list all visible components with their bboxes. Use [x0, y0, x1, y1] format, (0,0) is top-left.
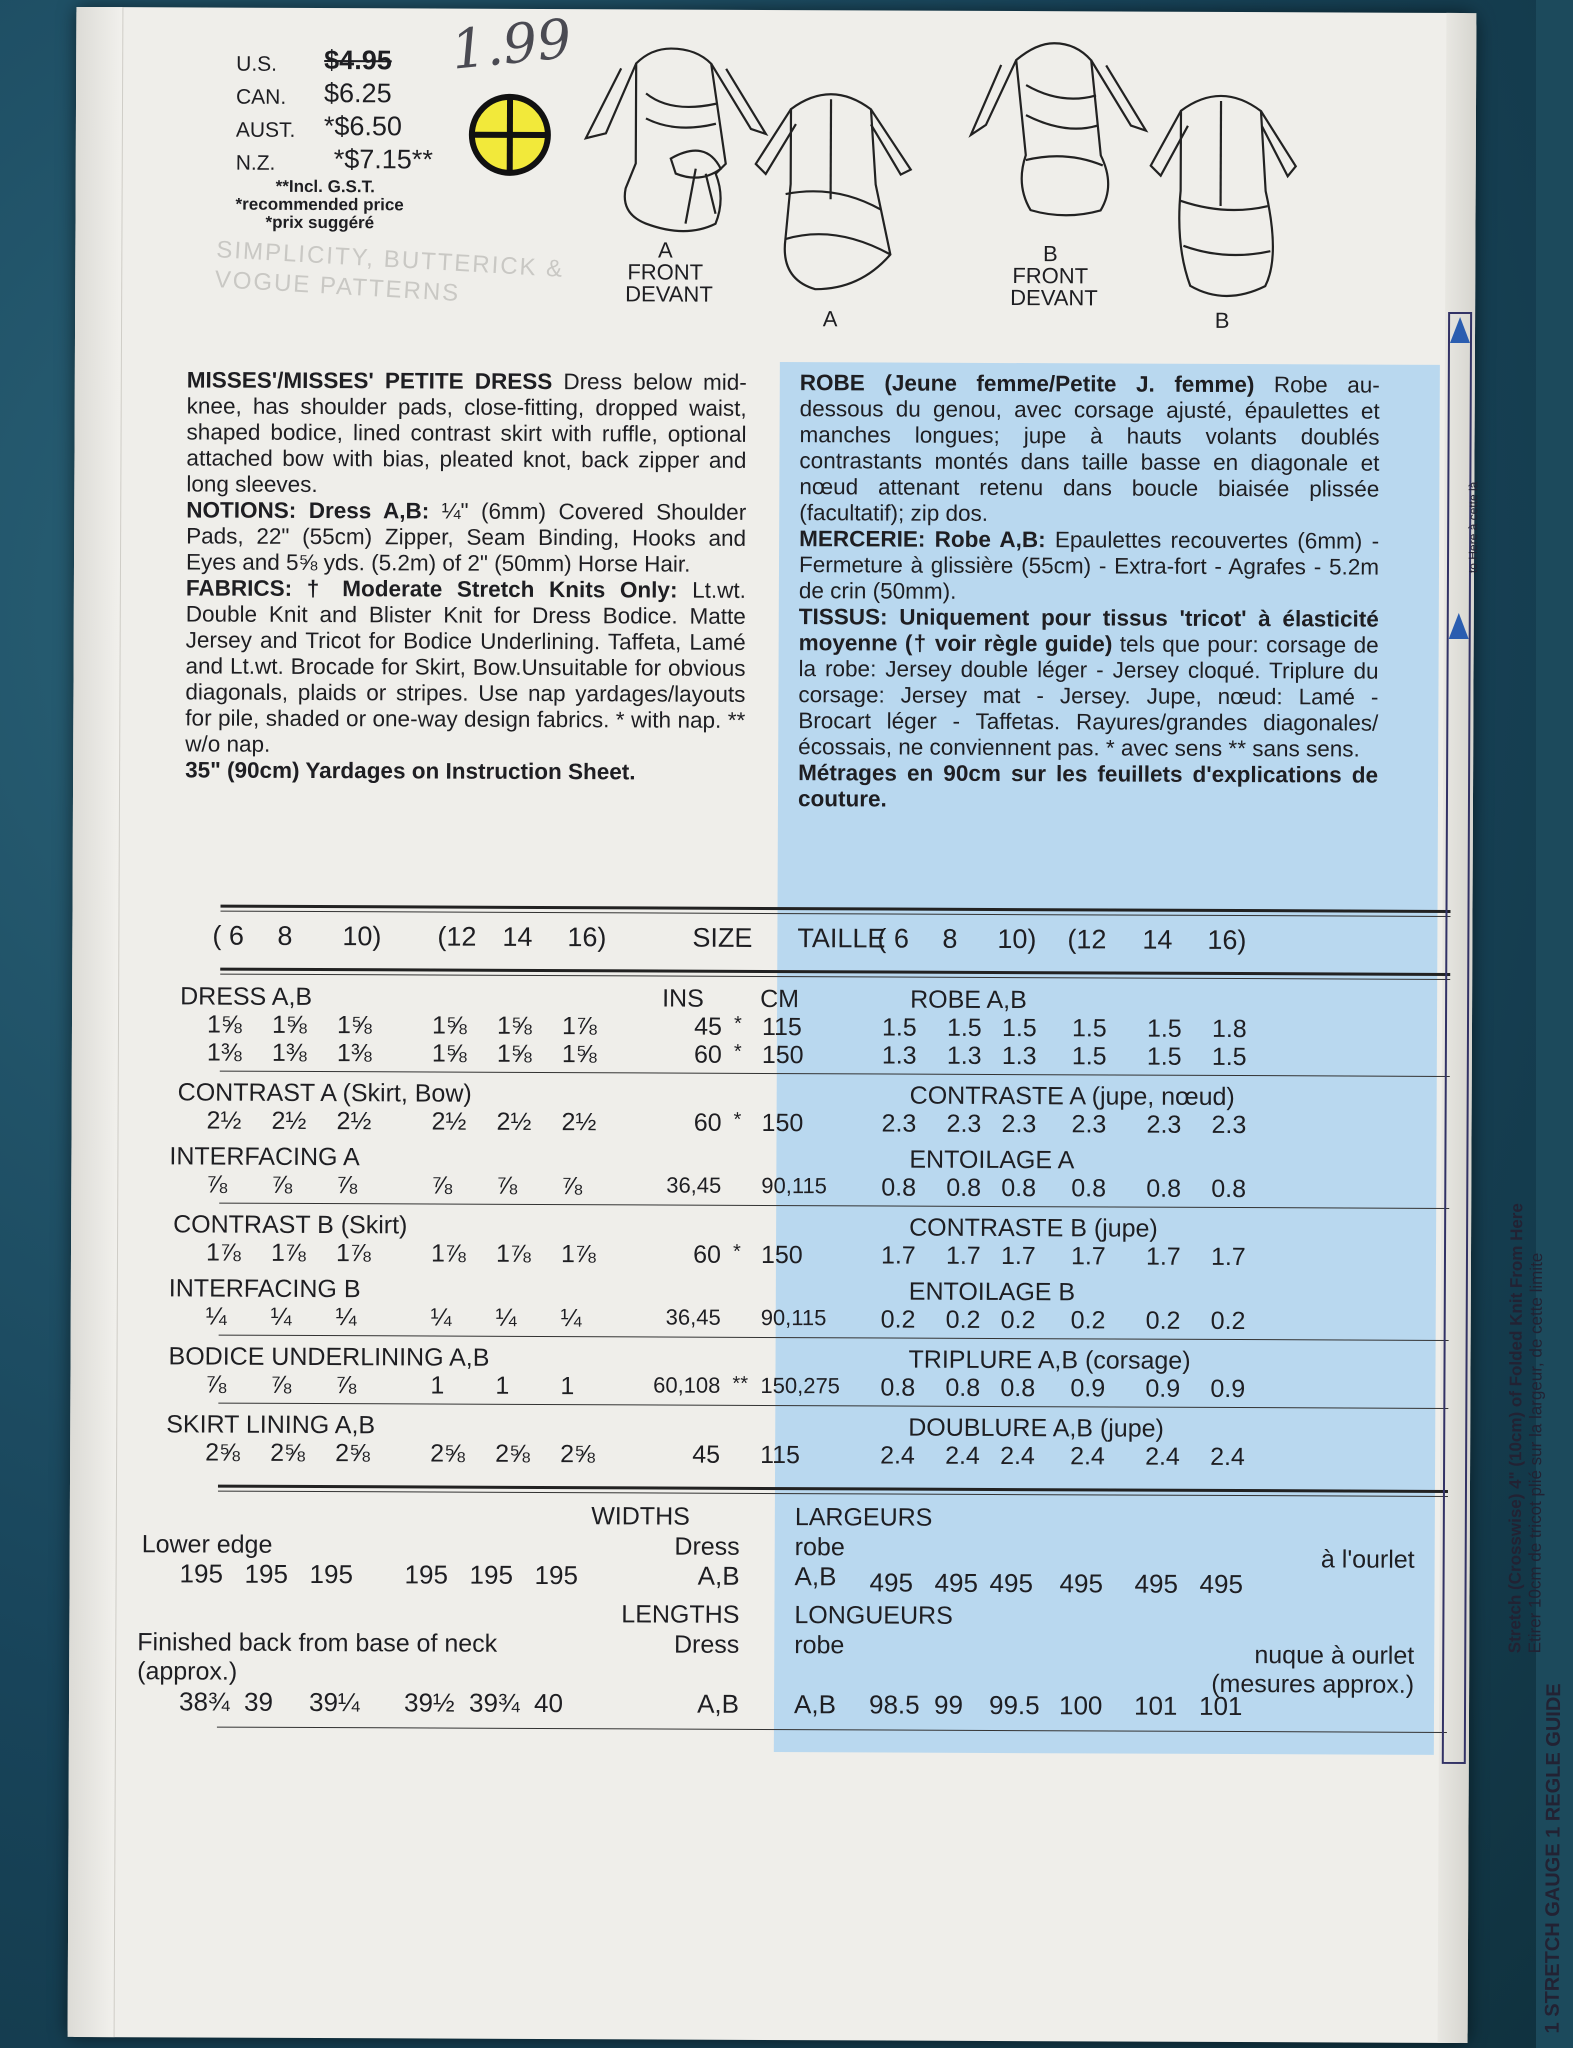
country-label: U.S.: [236, 52, 278, 76]
yardage-value-fr: 1.7: [1210, 1242, 1246, 1272]
price-value: *$6.50: [323, 111, 403, 142]
fabric-name-en: BODICE UNDERLINING A,B: [168, 1342, 490, 1372]
yardage-value-en: 1: [560, 1372, 575, 1401]
notions-text-fr: Epaulettes recouvertes (6mm) - Fermeture à glissière (55cm) - Extra-fort - Agrafes - 5.2m de crin (50mm).: [798, 527, 1380, 604]
width-cm: 90,115: [760, 1304, 827, 1331]
view-a-back-label: A: [822, 306, 838, 332]
pattern-title: MISSES'/MISSES' PETITE DRESS: [186, 367, 553, 395]
yardage-value-fr: 1.5: [881, 1013, 917, 1042]
size-header-en: 10): [342, 921, 382, 952]
yardage-value-fr: 2.3: [881, 1109, 917, 1138]
section-rule: [219, 1203, 1449, 1209]
yardage-value-fr: 2.3: [1211, 1110, 1247, 1140]
robe-sub-label: robe: [794, 1533, 845, 1562]
width-cm: 115: [760, 1440, 801, 1470]
fabric-name-en: CONTRAST B (Skirt): [173, 1210, 408, 1240]
yardage-value-en: 1⅝: [206, 1010, 242, 1039]
yardage-value-fr: 0.8: [1146, 1174, 1182, 1203]
yardage-value-en: 2⅝: [270, 1438, 305, 1467]
yardage-value-en: ¼: [430, 1303, 452, 1332]
fabric-name-fr: DOUBLURE A,B (jupe): [908, 1413, 1164, 1443]
yardage-value-en: 1⅞: [335, 1239, 371, 1268]
fabrics-label: FABRICS: † Moderate Stretch Knits Only:: [185, 575, 678, 603]
yardage-value-fr: 2.4: [880, 1441, 915, 1470]
yardage-value-fr: 1.3: [1001, 1042, 1037, 1071]
size-header-en: 16): [567, 922, 607, 953]
length-value-en: 39: [243, 1686, 274, 1717]
yardage-value-fr: 0.8: [880, 1373, 916, 1402]
yardage-value-en: ⅞: [270, 1370, 292, 1399]
ab-label-fr: A,B: [794, 1561, 837, 1592]
yardage-value-fr: 1.5: [946, 1013, 982, 1042]
fabric-name-fr: ROBE A,B: [910, 985, 1027, 1015]
country-label: CAN.: [235, 85, 287, 109]
yardage-value-en: 1⅜: [336, 1039, 372, 1068]
ab-label-2: A,B: [697, 1688, 740, 1719]
view-a-front-label: A FRONT DEVANT: [625, 237, 713, 307]
hem-label-fr: à l'ourlet: [1320, 1545, 1415, 1574]
yardage-value-en: 2⅝: [335, 1439, 370, 1468]
view-b-back-label: B: [1214, 307, 1230, 333]
size-header-fr: 14: [1142, 924, 1173, 955]
length-value-fr: 101: [1198, 1690, 1243, 1722]
width-cm: 115: [761, 1012, 802, 1042]
country-label: N.Z.: [235, 151, 276, 175]
yardage-value-fr: 1.7: [1000, 1242, 1036, 1271]
fabric-name-fr: ENTOILAGE A: [909, 1145, 1075, 1175]
yardage-value-fr: 2.4: [1000, 1441, 1035, 1471]
nape-hem-label-fr: nuque à ourlet (mesures approx.): [1211, 1641, 1415, 1699]
yardage-value-en: 2⅝: [560, 1440, 595, 1469]
price-value: *$7.15**: [333, 144, 433, 175]
yardage-value-fr: 0.8: [881, 1173, 917, 1202]
width-ins: 60: [693, 1240, 722, 1269]
yardage-value-en: 1⅝: [431, 1039, 467, 1068]
recommended-note: *recommended price: [235, 194, 404, 215]
fabric-name-en: CONTRAST A (Skirt, Bow): [177, 1078, 472, 1108]
width-value-en: 195: [469, 1559, 514, 1590]
size-header-en: 8: [277, 920, 293, 951]
fabric-name-en: SKIRT LINING A,B: [166, 1410, 376, 1440]
yardage-value-en: 2⅝: [205, 1438, 240, 1467]
width-cm: 150,275: [760, 1372, 841, 1399]
yardage-value-en: 2½: [336, 1107, 372, 1136]
yardage-value-fr: 1.5: [1001, 1014, 1037, 1043]
yardage-value-fr: 2.3: [1146, 1110, 1182, 1139]
nap-mark: *: [733, 1108, 742, 1131]
length-value-en: 39¼: [308, 1686, 360, 1718]
yardage-value-en: ⅞: [205, 1370, 227, 1399]
yardage-value-en: 1⅝: [561, 1040, 597, 1069]
yardage-value-fr: 2.4: [945, 1441, 980, 1470]
length-value-fr: 101: [1133, 1690, 1178, 1721]
width-value-en: 195: [179, 1558, 224, 1589]
yardage-value-fr: 2.3: [1071, 1110, 1107, 1139]
yardage-value-fr: 0.8: [1000, 1374, 1036, 1403]
yardage-value-fr: 0.9: [1070, 1374, 1106, 1403]
country-label: AUST.: [235, 118, 296, 142]
width-value-fr: 495: [1059, 1568, 1104, 1599]
yardage-value-en: ⅞: [561, 1172, 583, 1201]
yardage-value-fr: 0.2: [945, 1305, 981, 1334]
gauge-title: 1 STRETCH GAUGE 1 REGLE GUIDE: [1541, 1683, 1566, 2034]
width-cm: 150: [760, 1240, 803, 1270]
yardage-value-en: 1: [430, 1371, 445, 1400]
view-b-front-label: B FRONT DEVANT: [1010, 241, 1098, 311]
widths-label: WIDTHS: [591, 1502, 690, 1531]
width-ins: 36,45: [665, 1304, 721, 1330]
width-value-fr: 495: [1134, 1568, 1179, 1599]
fabric-name-en: INTERFACING B: [168, 1274, 361, 1304]
width-ins: 45: [694, 1012, 723, 1041]
yardage-note: 35" (90cm) Yardages on Instruction Sheet.: [185, 757, 636, 785]
size-header-fr: 10): [997, 923, 1037, 955]
width-ins: 60: [693, 1040, 722, 1069]
gst-note: **Incl. G.S.T.: [275, 176, 375, 197]
table-bottom-rule: [217, 1727, 1447, 1733]
width-cm: 90,115: [761, 1172, 828, 1199]
length-value-en: 38¾: [178, 1686, 230, 1717]
dress-sub-label: Dress: [674, 1532, 740, 1561]
width-ins: 60: [693, 1108, 722, 1137]
finished-back-label: Finished back from base of neck (approx.): [137, 1628, 498, 1686]
yardage-value-fr: 0.2: [880, 1305, 916, 1334]
fabric-name-fr: TRIPLURE A,B (corsage): [908, 1345, 1191, 1375]
section-rule: [220, 1071, 1450, 1077]
robe-sub-label-2: robe: [794, 1631, 845, 1660]
nap-mark: **: [732, 1372, 749, 1395]
yardage-value-en: ¼: [270, 1302, 292, 1331]
yardage-value-en: 1⅞: [270, 1238, 306, 1267]
length-value-en: 39¾: [468, 1687, 520, 1718]
length-value-fr: 99.5: [988, 1689, 1040, 1721]
yardage-value-fr: 2.4: [1210, 1442, 1245, 1472]
price-value: $4.95: [324, 45, 392, 76]
section-rule: [219, 1335, 1449, 1341]
gauge-arrow-icon: [1450, 317, 1470, 343]
yardage-value-en: 1⅝: [271, 1010, 307, 1039]
ab-label-fr-2: A,B: [793, 1689, 837, 1720]
yardage-value-fr: 0.9: [1210, 1374, 1246, 1404]
yardage-value-en: ⅞: [336, 1171, 358, 1200]
yardage-value-fr: 1.5: [1071, 1014, 1107, 1043]
pattern-description-fr: Robe au-dessous du genou, avec corsage ajusté, épaulettes et manches longues; jupe à hauts volants doublés contrastants montés dans taille basse en diagonale et nœud attenant retenu dans boucle biaisée plissée (facultatif); zip dos.: [799, 372, 1380, 526]
cm-label: CM: [760, 984, 800, 1014]
pattern-description: Dress below mid-knee, has shoulder pads, close-fitting, dropped waist, shaped bodice, lined contrast skirt with ruffle, optional attached bow with bias, pleated knot, back zipper and long sleeves.: [186, 369, 747, 498]
yardage-value-fr: 0.8: [945, 1373, 981, 1402]
length-value-fr: 98.5: [868, 1689, 920, 1720]
yardage-value-en: ¼: [560, 1304, 582, 1333]
width-cm: 150: [761, 1108, 804, 1138]
fabrics-text: Lt.wt. Double Knit and Blister Knit for Dress Bodice. Matte Jersey and Tricot for Bodice Underlining. Taffeta, Lamé and Lt.wt. Brocade for Skirt, Bow.Unsuitable for obvious diagonals, plaids or stripes. Use nap yardages/layouts for pile, shaded or one-way design fabrics. * with nap. ** w/o nap.: [185, 577, 746, 757]
yardage-value-en: 1⅝: [496, 1039, 532, 1068]
length-value-fr: 100: [1058, 1690, 1103, 1721]
width-value-fr: 495: [1199, 1568, 1244, 1600]
yardage-value-en: ⅞: [496, 1171, 518, 1200]
yardage-value-en: 1⅝: [336, 1011, 372, 1040]
yardage-value-en: ¼: [495, 1303, 517, 1332]
yardage-value-fr: 1.7: [1070, 1242, 1106, 1271]
yardage-value-fr: 0.8: [1211, 1174, 1247, 1204]
yardage-value-fr: 1.5: [1146, 1042, 1182, 1071]
yardage-value-en: ⅞: [335, 1371, 357, 1400]
largeurs-label: LARGEURS: [794, 1503, 933, 1532]
yardage-value-en: 1⅞: [430, 1239, 466, 1268]
size-header-fr: 16): [1207, 924, 1247, 956]
yardage-value-en: 1⅞: [560, 1240, 596, 1269]
size-header-fr: ( 6: [877, 923, 909, 954]
length-value-en: 39½: [403, 1687, 455, 1718]
ins-label: INS: [662, 984, 704, 1013]
fabric-name-en: INTERFACING A: [169, 1142, 360, 1172]
width-cm: 150: [761, 1040, 804, 1070]
yardage-value-en: 1: [495, 1371, 510, 1400]
yardage-value-fr: 2.4: [1070, 1442, 1105, 1471]
to-here-label: to Here à cette là: [1465, 481, 1481, 574]
yardage-value-en: ⅞: [271, 1170, 293, 1199]
fabrics-text-fr: tels que pour: corsage de la robe: Jersey double léger - Jersey cloqué. Triplure du corsage: Jersey mat - Jersey. Jupe, nœud: Lamé - Brocart léger - Taffetas. Rayures/grandes diagonales/écossais, ne conviennent pas. * avec sens ** sans sens.: [798, 631, 1379, 762]
size-header-label: SIZE: [692, 922, 753, 953]
taille-header-label: TAILLE: [797, 923, 886, 954]
suggested-note: *prix suggéré: [265, 212, 375, 233]
yardage-value-en: 2⅝: [430, 1439, 465, 1468]
yardage-value-en: ⅞: [431, 1171, 453, 1200]
yardage-value-en: 2½: [431, 1107, 467, 1136]
yardage-value-en: ⅞: [206, 1170, 228, 1199]
yardage-value-fr: 1.7: [880, 1241, 916, 1270]
stretch-instruction: Stretch (Crosswise) 4" (10cm) of Folded Knit From Here: [1505, 1203, 1527, 1654]
fabric-name-en: DRESS A,B: [180, 982, 313, 1011]
yardage-value-fr: 0.8: [946, 1173, 982, 1202]
yardage-value-en: 1⅝: [496, 1011, 532, 1040]
yardage-value-fr: 2.3: [946, 1109, 982, 1138]
yardage-value-en: 1⅜: [271, 1038, 307, 1067]
pattern-envelope: [68, 6, 1566, 2043]
length-value-en: 40: [533, 1687, 564, 1719]
longueurs-label: LONGUEURS: [794, 1601, 953, 1630]
yardage-value-en: 2½: [271, 1106, 307, 1135]
size-header-en: ( 6: [212, 920, 244, 951]
yardage-value-fr: 1.7: [1145, 1242, 1181, 1271]
yardage-value-en: 1⅞: [205, 1238, 241, 1267]
yardage-value-fr: 1.5: [1211, 1042, 1247, 1072]
notions-label-fr: MERCERIE: Robe A,B:: [799, 526, 1046, 553]
yardage-value-en: ¼: [205, 1302, 227, 1331]
yardage-table: [68, 7, 1477, 2043]
width-value-fr: 495: [869, 1567, 914, 1598]
lower-edge-label: Lower edge: [141, 1530, 273, 1559]
width-value-en: 195: [404, 1559, 449, 1590]
notions-text: ¼" (6mm) Covered Shoulder Pads, 22" (55cm) Zipper, Seam Binding, Hooks and Eyes and 5⅝ yds. (5.2m) of 2" (50mm) Horse Hair.: [185, 498, 747, 577]
fabrics-label-fr: TISSUS: Uniquement pour tissus 'tricot' à élasticité moyenne († voir règle guide): [798, 604, 1379, 657]
size-header-en: 14: [502, 921, 533, 952]
yardage-value-fr: 0.2: [1210, 1306, 1246, 1336]
nap-mark: *: [732, 1240, 741, 1263]
ab-label: A,B: [697, 1560, 740, 1591]
yardage-value-fr: 0.9: [1145, 1374, 1181, 1403]
yardage-value-en: 1⅞: [561, 1012, 597, 1041]
size-header-fr: (12: [1067, 924, 1107, 955]
yardage-value-fr: 1.8: [1211, 1014, 1247, 1044]
yardage-value-fr: 2.3: [1001, 1110, 1037, 1139]
yardage-value-en: 2⅝: [495, 1439, 530, 1468]
stretch-instruction-fr: Etirer 10cm de tricot plié sur la largeur, de cette limite: [1525, 1252, 1547, 1654]
width-value-en: 195: [244, 1558, 289, 1589]
width-ins: 45: [692, 1440, 721, 1469]
yardage-value-en: ¼: [335, 1303, 357, 1332]
nap-mark: *: [733, 1040, 742, 1063]
width-value-fr: 495: [934, 1567, 979, 1598]
store-stamp: SIMPLICITY, BUTTERICK & VOGUE PATTERNS: [213, 236, 565, 307]
yardage-value-fr: 0.2: [1000, 1306, 1036, 1335]
yardage-value-fr: 1.3: [881, 1041, 917, 1070]
yardage-value-en: 1⅜: [206, 1038, 242, 1067]
yardage-value-fr: 1.7: [945, 1241, 981, 1270]
yardage-value-fr: 1.3: [946, 1041, 982, 1070]
yardage-value-fr: 2.4: [1145, 1442, 1180, 1471]
pattern-title-fr: ROBE (Jeune femme/Petite J. femme): [799, 370, 1255, 398]
notions-label: NOTIONS: Dress A,B:: [186, 497, 430, 524]
yardage-note-fr: Métrages en 90cm sur les feuillets d'explications de couture.: [797, 760, 1379, 812]
yardage-value-fr: 0.2: [1145, 1306, 1181, 1335]
size-header-en: (12: [437, 921, 477, 952]
fabric-name-fr: CONTRASTE A (jupe, nœud): [909, 1081, 1235, 1112]
yardage-value-en: 2½: [496, 1107, 532, 1136]
dress-sub-label-2: Dress: [673, 1630, 740, 1659]
yardage-value-fr: 1.5: [1146, 1014, 1182, 1043]
width-ins: 60,108: [653, 1372, 721, 1398]
yardage-value-en: 2½: [206, 1106, 242, 1135]
yardage-value-en: 1⅝: [431, 1011, 467, 1040]
yardage-value-en: 2½: [561, 1108, 597, 1137]
size-header-fr: 8: [942, 923, 958, 954]
lengths-label: LENGTHS: [621, 1600, 740, 1629]
yardage-value-fr: 1.5: [1071, 1042, 1107, 1071]
handwritten-price: 1.99: [448, 6, 575, 82]
section-rule: [218, 1403, 1448, 1409]
width-value-en: 195: [534, 1559, 579, 1591]
yardage-value-en: 1⅞: [495, 1239, 531, 1268]
width-ins: 36,45: [666, 1172, 722, 1198]
nap-mark: *: [733, 1012, 742, 1035]
width-value-en: 195: [309, 1558, 354, 1590]
yardage-value-fr: 0.8: [1001, 1174, 1037, 1203]
fabric-name-fr: ENTOILAGE B: [908, 1277, 1076, 1307]
price-value: $6.25: [323, 78, 392, 109]
yardage-value-fr: 0.8: [1071, 1174, 1107, 1203]
length-value-fr: 99: [933, 1689, 964, 1720]
fabric-name-fr: CONTRASTE B (jupe): [909, 1213, 1158, 1243]
width-value-fr: 495: [989, 1567, 1034, 1599]
yardage-value-fr: 0.2: [1070, 1306, 1106, 1335]
